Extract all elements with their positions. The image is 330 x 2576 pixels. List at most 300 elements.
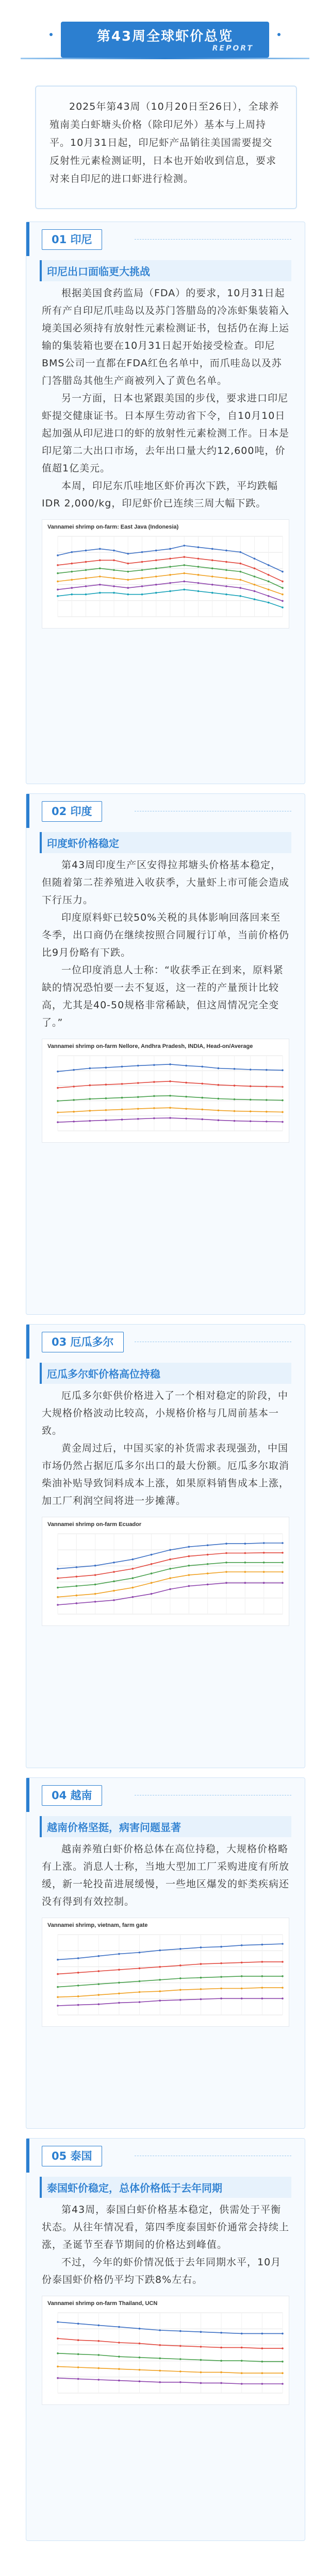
data-point [169,1549,171,1551]
data-point [57,2337,59,2340]
data-point [99,575,101,578]
data-point [94,1574,96,1576]
data-point [282,1997,284,1999]
data-point [57,2352,59,2354]
data-point [282,1987,284,1989]
data-point [179,2358,182,2360]
data-point [197,582,200,584]
data-point [141,585,143,587]
data-point [250,1086,252,1088]
series-line-2 [58,2338,283,2348]
data-point [254,584,256,586]
data-point [137,1108,139,1110]
data-point [141,569,143,571]
data-point [188,1555,190,1557]
section-label: 02 印度 [42,801,102,822]
section-subtitle: 越南价格坚挺，病害问题显著 [40,1816,291,1837]
section-paragraph: 厄瓜多尔虾供价格进入了一个相对稳定的阶段，中大规格价格波动比较高，小规格价格与几周前基本一致。 [42,1390,289,1436]
section-label: 04 越南 [42,1785,102,1806]
data-point [225,577,227,579]
data-point [268,588,270,590]
section-paragraph: 越南养殖白虾价格总体在高位持稳，大规格价格略有上涨。消息人士称，当地大型加工厂采购进度有所放缓，新一轮投苗进展缓慢，一些地区爆发的虾类疾病还没有得到有效控制。 [42,1843,290,1907]
data-point [268,595,270,597]
data-point [113,550,115,552]
data-point [113,1562,115,1564]
data-point [261,2383,263,2385]
price-chart [42,1039,289,1143]
data-point [105,1120,107,1122]
section-paragraph: 第43周印度生产区安得拉邦塘头价格基本稳定，但随着第二茬养殖进入收获季，大量虾上市可能会造成下行压力。 [42,859,290,906]
data-point [71,594,73,596]
data-point [77,1957,79,1959]
data-point [261,2372,263,2374]
data-point [261,1997,263,1999]
data-point [169,582,171,584]
data-point [218,1120,220,1122]
data-point [268,574,270,576]
data-point [151,1563,153,1565]
data-point [211,584,213,586]
data-point [71,571,73,573]
data-point [225,1571,227,1573]
data-point [200,2331,202,2333]
section-paragraph: 不过，今年的虾价情况低于去年同期水平，10月份泰国虾价格仍平均下跌8%左右。 [42,2257,282,2285]
data-point [201,1097,203,1099]
line-chart-india [42,1049,289,1142]
data-point [118,1992,120,1994]
data-point [266,1086,268,1088]
data-point [282,1086,284,1088]
data-point [94,1593,96,1595]
data-point [225,1552,227,1554]
data-point [57,1100,59,1102]
data-point [282,600,284,602]
data-point [97,2003,100,2005]
data-point [105,1109,107,1111]
data-point [77,1985,79,1987]
data-point [200,1988,202,1990]
data-point [97,2325,100,2327]
data-point [141,594,143,596]
data-point [169,1117,171,1119]
data-point [159,1979,161,1981]
data-point [234,1120,236,1122]
data-point [76,1566,78,1568]
data-point [268,602,270,604]
data-point [254,567,256,569]
data-point [76,1575,78,1578]
series-line-2 [58,1962,283,1974]
data-point [239,587,241,589]
data-point [113,1571,115,1573]
data-point [73,1099,75,1101]
data-point [127,553,129,555]
data-point [282,1961,284,1963]
data-point [85,577,87,579]
data-point [244,1582,246,1584]
data-point [118,1969,120,1971]
data-point [244,1571,246,1573]
data-point [239,595,241,597]
data-point [77,2353,79,2355]
data-point [139,1980,141,1982]
data-point [77,2323,79,2325]
data-point [57,1587,59,1589]
data-point [254,575,256,578]
data-point [234,1084,236,1087]
data-point [139,2380,141,2382]
data-point [127,571,129,573]
data-point [155,560,157,562]
data-point [282,587,284,589]
data-point [155,584,157,586]
data-point [250,1110,252,1112]
data-point [57,595,59,597]
series-line-5 [58,2378,283,2384]
data-point [57,588,59,590]
price-chart [42,1918,289,2027]
data-point [201,1118,203,1121]
data-point [207,1544,209,1546]
section-accent-bar [26,1325,29,1359]
data-point [118,2380,120,2382]
data-point [179,2381,182,2383]
data-point [139,2369,141,2371]
data-point [57,1087,59,1089]
data-point [113,1590,115,1592]
data-point [159,2381,161,2383]
data-point [254,590,256,592]
data-point [113,592,115,594]
data-point [207,1554,209,1556]
data-point [99,560,101,562]
data-point [159,2344,161,2346]
data-point [169,1095,171,1097]
data-point [85,569,87,571]
section-accent-bar [26,1778,29,1812]
line-chart-vietnam [42,1928,289,2026]
data-point [97,2379,100,2381]
data-point [220,1976,222,1978]
data-point [113,569,115,571]
data-point [127,579,129,581]
data-point [127,563,129,565]
data-point [57,2377,59,2379]
data-point [282,594,284,596]
data-point [244,1562,246,1564]
data-point [99,584,101,586]
data-point [77,2004,79,2006]
data-point [211,592,213,594]
data-point [89,1110,91,1112]
data-point [282,606,284,608]
data-point [121,1097,123,1099]
data-point [239,571,241,573]
data-point [113,560,115,562]
data-point [137,1082,139,1084]
data-point [57,1996,59,1998]
data-point [183,572,185,574]
data-point [153,1117,155,1120]
data-point [97,1970,100,1972]
data-point [218,1110,220,1112]
data-point [57,581,59,583]
data-point [220,2360,222,2362]
data-point [218,1098,220,1100]
data-point [105,1066,107,1069]
section-label: 03 厄瓜多尔 [42,1332,124,1352]
data-point [73,1086,75,1088]
data-point [211,548,213,550]
data-point [118,2355,120,2358]
data-point [282,581,284,583]
data-point [99,567,101,569]
data-point [155,592,157,594]
section-paragraph: 黄金周过后，中国买家的补货需求表现强劲，中国市场仍然占据厄瓜多尔出口的最大份额。厄瓜多尔取消柴油补贴导致饲料成本上涨，如果原料销售成本上涨，加工厂利润空间将进一步摊薄。 [42,1443,290,1506]
data-point [211,575,213,578]
data-point [132,1568,134,1570]
data-point [85,594,87,596]
data-point [241,1961,243,1963]
data-point [132,1596,134,1598]
data-point [121,1065,123,1067]
data-point [261,2347,263,2349]
data-point [118,1982,120,1984]
data-point [151,1582,153,1584]
data-point [139,1968,141,1970]
data-point [268,581,270,583]
data-point [201,1082,203,1084]
data-point [151,1572,153,1574]
data-point [211,560,213,562]
data-point [76,1595,78,1597]
data-point [179,1999,182,2001]
section-head [26,222,305,256]
data-point [57,2321,59,2323]
data-point [94,1584,96,1586]
data-point [118,1953,120,1955]
data-point [241,1988,243,1990]
section-head [26,1325,305,1359]
data-point [225,561,227,563]
data-point [282,1943,284,1945]
data-point [159,1950,161,1952]
data-point [220,2347,222,2349]
data-point [200,1946,202,1948]
section-paragraph: 另一方面，日本也紧跟美国的步伐，要求进口印尼虾提交健康证书。日本厚生劳动省下令，自10月10日起加强从印尼进口的虾的放射性元素检测工作。日本是印尼第二大出口市场，去年出口量大约12,600吨，价值超1亿美元。 [42,393,290,474]
section-divider [135,239,291,240]
data-point [250,1099,252,1101]
data-point [197,546,200,548]
chart-title: Vannamei shrimp on-farm Thailand, UCN [47,2300,158,2307]
data-point [169,557,171,560]
data-point [188,1546,190,1548]
price-chart [42,2296,289,2405]
data-point [159,1990,161,1992]
section-paragraph: 一位印度消息人士称：“收获季正在到来，原料紧缺的情况恐怕要一去不复返，这一茬的产量预计比较高，尤其是40-50规格非常稀缺，但这周情况完全变了。” [42,964,284,1028]
chart-title: Vannamei shrimp on-farm Ecuador [47,1521,142,1528]
data-point [266,1069,268,1071]
data-point [57,564,59,566]
data-point [241,1997,243,1999]
section-accent-bar [26,222,29,256]
data-point [282,1552,284,1554]
data-point [85,561,87,563]
data-point [183,581,185,583]
data-point [71,563,73,565]
section-label: 05 泰国 [42,2146,102,2166]
data-point [183,556,185,558]
data-point [261,1975,263,1977]
data-point [89,1084,91,1087]
data-point [263,1571,265,1573]
data-point [89,1120,91,1122]
data-point [57,1111,59,1113]
data-point [225,594,227,596]
series-line-1 [58,1944,283,1960]
data-point [207,1584,209,1586]
data-point [57,1071,59,1073]
data-point [169,566,171,568]
data-point [241,2372,243,2374]
data-point [118,2342,120,2344]
data-point [94,1565,96,1567]
chart-title: Vannamei shrimp on-farm: East Java (Indonesia) [47,524,179,530]
data-point [225,585,227,587]
data-point [282,2372,284,2374]
data-point [57,1568,59,1570]
data-point [57,2005,59,2007]
data-point [89,1098,91,1100]
data-point [179,2330,182,2332]
data-point [282,571,284,573]
section-subtitle: 泰国虾价稳定，总体价格低于去年同期 [40,2177,291,2198]
data-point [179,2345,182,2347]
data-point [169,1063,171,1065]
data-point [179,1964,182,1967]
data-point [121,1109,123,1111]
data-point [57,1986,59,1988]
data-point [261,1961,263,1963]
data-point [282,1099,284,1101]
data-point [113,585,115,587]
data-point [127,594,129,596]
data-point [77,1995,79,1997]
data-point [76,1585,78,1587]
data-point [155,575,157,578]
data-point [185,1096,187,1098]
data-point [57,1604,59,1606]
data-point [132,1558,134,1561]
data-point [241,2360,243,2362]
data-point [153,1064,155,1066]
data-point [159,2370,161,2372]
data-point [282,2361,284,2363]
data-point [220,1946,222,1948]
data-point [97,1994,100,1996]
section-head [26,2139,305,2173]
data-point [139,1991,141,1993]
data-point [99,548,101,550]
data-point [282,1121,284,1123]
data-point [159,2358,161,2360]
data-point [113,577,115,579]
data-point [197,557,200,560]
data-point [261,2361,263,2363]
data-point [73,1121,75,1123]
data-point [239,563,241,565]
data-point [137,1096,139,1098]
data-point [137,1065,139,1067]
price-chart [42,519,289,629]
data-point [225,1562,227,1564]
data-point [132,1577,134,1579]
data-point [225,1543,227,1545]
data-point [239,579,241,581]
data-point [113,1581,115,1583]
data-point [179,1948,182,1950]
data-point [76,1602,78,1604]
data-point [118,2002,120,2004]
data-point [169,1588,171,1590]
data-point [132,1587,134,1589]
data-point [57,2366,59,2368]
data-point [118,2326,120,2328]
data-point [73,1111,75,1113]
data-point [118,2368,120,2370]
section-head [26,794,305,828]
data-point [244,1543,246,1545]
data-point [57,1596,59,1598]
data-point [225,569,227,571]
data-point [185,1065,187,1067]
data-point [197,590,200,592]
data-point [266,1099,268,1101]
data-point [77,1972,79,1974]
data-point [200,2371,202,2374]
data-point [99,592,101,594]
data-point [85,550,87,552]
data-point [282,1111,284,1113]
data-point [97,2354,100,2356]
data-point [261,2333,263,2335]
data-point [139,1952,141,1954]
data-point [266,1111,268,1113]
section-vietnam [26,1777,305,2129]
data-point [218,1067,220,1070]
data-point [153,1107,155,1109]
data-point [263,1542,265,1544]
data-point [234,1098,236,1100]
section-paragraph: 印度原料虾已较50%关税的具体影响回落回来至冬季，出口商仍在继续按照合同履行订单，当前价格仍比9月份略有下跌。 [42,912,290,958]
data-point [169,574,171,576]
data-point [188,1565,190,1567]
data-point [57,1121,59,1123]
series-line-5 [58,1998,283,2006]
data-point [263,1582,265,1584]
data-point [94,1601,96,1603]
data-point [207,1563,209,1565]
chart-title: Vannamei shrimp, vietnam, farm gate [47,1922,148,1928]
data-point [179,2370,182,2372]
data-point [254,598,256,600]
section-india [26,793,305,1315]
data-point [57,554,59,556]
data-point [139,2357,141,2359]
data-point [85,585,87,587]
data-point [197,566,200,568]
data-point [197,574,200,576]
